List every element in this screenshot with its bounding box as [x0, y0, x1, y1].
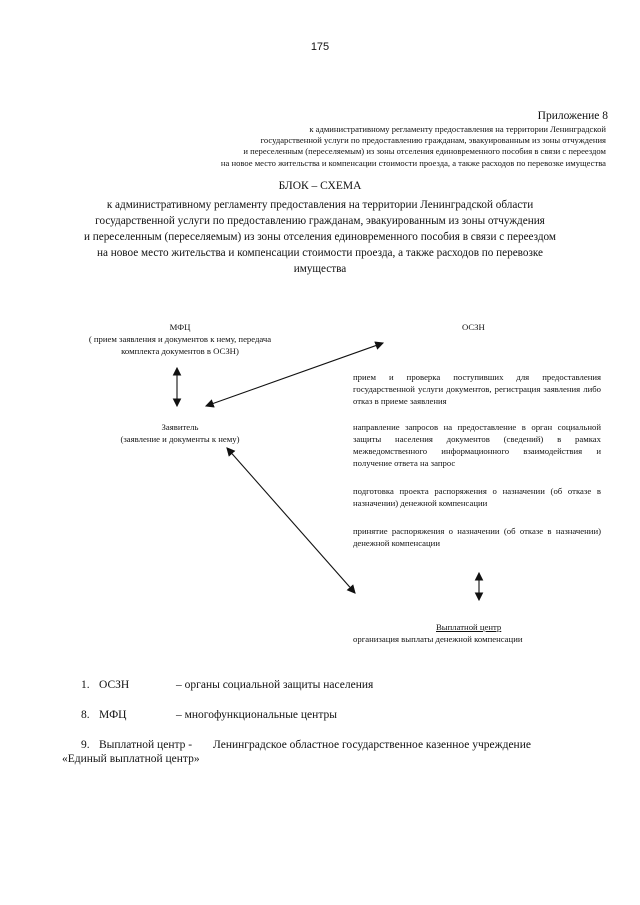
- legend-definition: Ленинградское областное государственное казенное учреждение: [213, 739, 531, 751]
- legend-number: 9.: [81, 739, 90, 751]
- appendix-line: государственной услуги по предоставлению гражданам, эвакуированным из зоны отчуждения: [260, 135, 606, 146]
- payment-center-description: организация выплаты денежной компенсации: [353, 634, 523, 644]
- payment-center-title: Выплатной центр: [436, 622, 502, 632]
- arrow-applicant-payment: [227, 448, 355, 593]
- legend-item-mfc: [81, 709, 90, 721]
- legend-term: ОСЗН: [99, 679, 130, 691]
- mfc-description-line: ( прием заявления и документов к нему, передача: [88, 334, 272, 344]
- subheading-line: и переселенным (переселяемым) из зоны отселения единовременного пособия в связи с переездом: [83, 231, 557, 243]
- legend-item-oszn: [81, 679, 90, 691]
- legend-term: МФЦ: [99, 709, 127, 721]
- legend-definition: – органы социальной защиты населения: [176, 679, 374, 691]
- legend-definition: – многофункциональные центры: [176, 709, 337, 721]
- oszn-step-intake: прием и проверка поступивших для предоставления государственной услуги документов, регистрация заявления либо отказ в приеме заявления: [353, 372, 601, 406]
- mfc-description-line: комплекта документов в ОСЗН): [121, 346, 239, 356]
- subheading-line: имущества: [293, 263, 347, 275]
- mfc-title: МФЦ: [169, 322, 191, 332]
- page-number: 175: [310, 41, 330, 53]
- legend-number: 1.: [81, 679, 90, 691]
- subheading-line: государственной услуги по предоставлению гражданам, эвакуированным из зоны отчуждения: [95, 215, 545, 227]
- legend-term: Выплатной центр -: [99, 739, 193, 751]
- appendix-title: Приложение 8: [537, 110, 608, 122]
- appendix-line: к административному регламенту предоставления на территории Ленинградской: [309, 124, 606, 134]
- legend-item-payment-center: [81, 739, 90, 751]
- oszn-step-decision: принятие распоряжения о назначении (об отказе в назначении) денежной компенсации: [353, 526, 601, 548]
- appendix-line: на новое место жительства и компенсации стоимости проезда, а также расходов по перевозке имущества: [220, 157, 606, 168]
- applicant-description: (заявление и документы к нему): [120, 434, 240, 444]
- oszn-title: ОСЗН: [462, 322, 485, 332]
- subheading-line: на новое место жительства и компенсации стоимости проезда, а также расходов по перевозке: [96, 247, 544, 259]
- appendix-line: и переселенным (переселяемым) из зоны отселения единовременного пособия в связи с переездом: [243, 146, 606, 157]
- subheading-line: к административному регламенту предоставления на территории Ленинградской области: [106, 199, 534, 211]
- oszn-step-requests: направление запросов на предоставление в орган социальной защиты населения документов (сведений) в рамках межведомственного информационного взаимодействия и получение ответа на запрос: [353, 422, 601, 468]
- arrow-applicant-oszn: [206, 343, 383, 406]
- legend-number: 8.: [81, 709, 90, 721]
- oszn-step-draft-order: подготовка проекта распоряжения о назначении (об отказе в назначении) денежной компенсации: [353, 486, 601, 508]
- applicant-title: Заявитель: [161, 422, 199, 432]
- legend-continuation: «Единый выплатной центр»: [62, 753, 200, 765]
- block-scheme-heading: БЛОК – СХЕМА: [278, 180, 362, 192]
